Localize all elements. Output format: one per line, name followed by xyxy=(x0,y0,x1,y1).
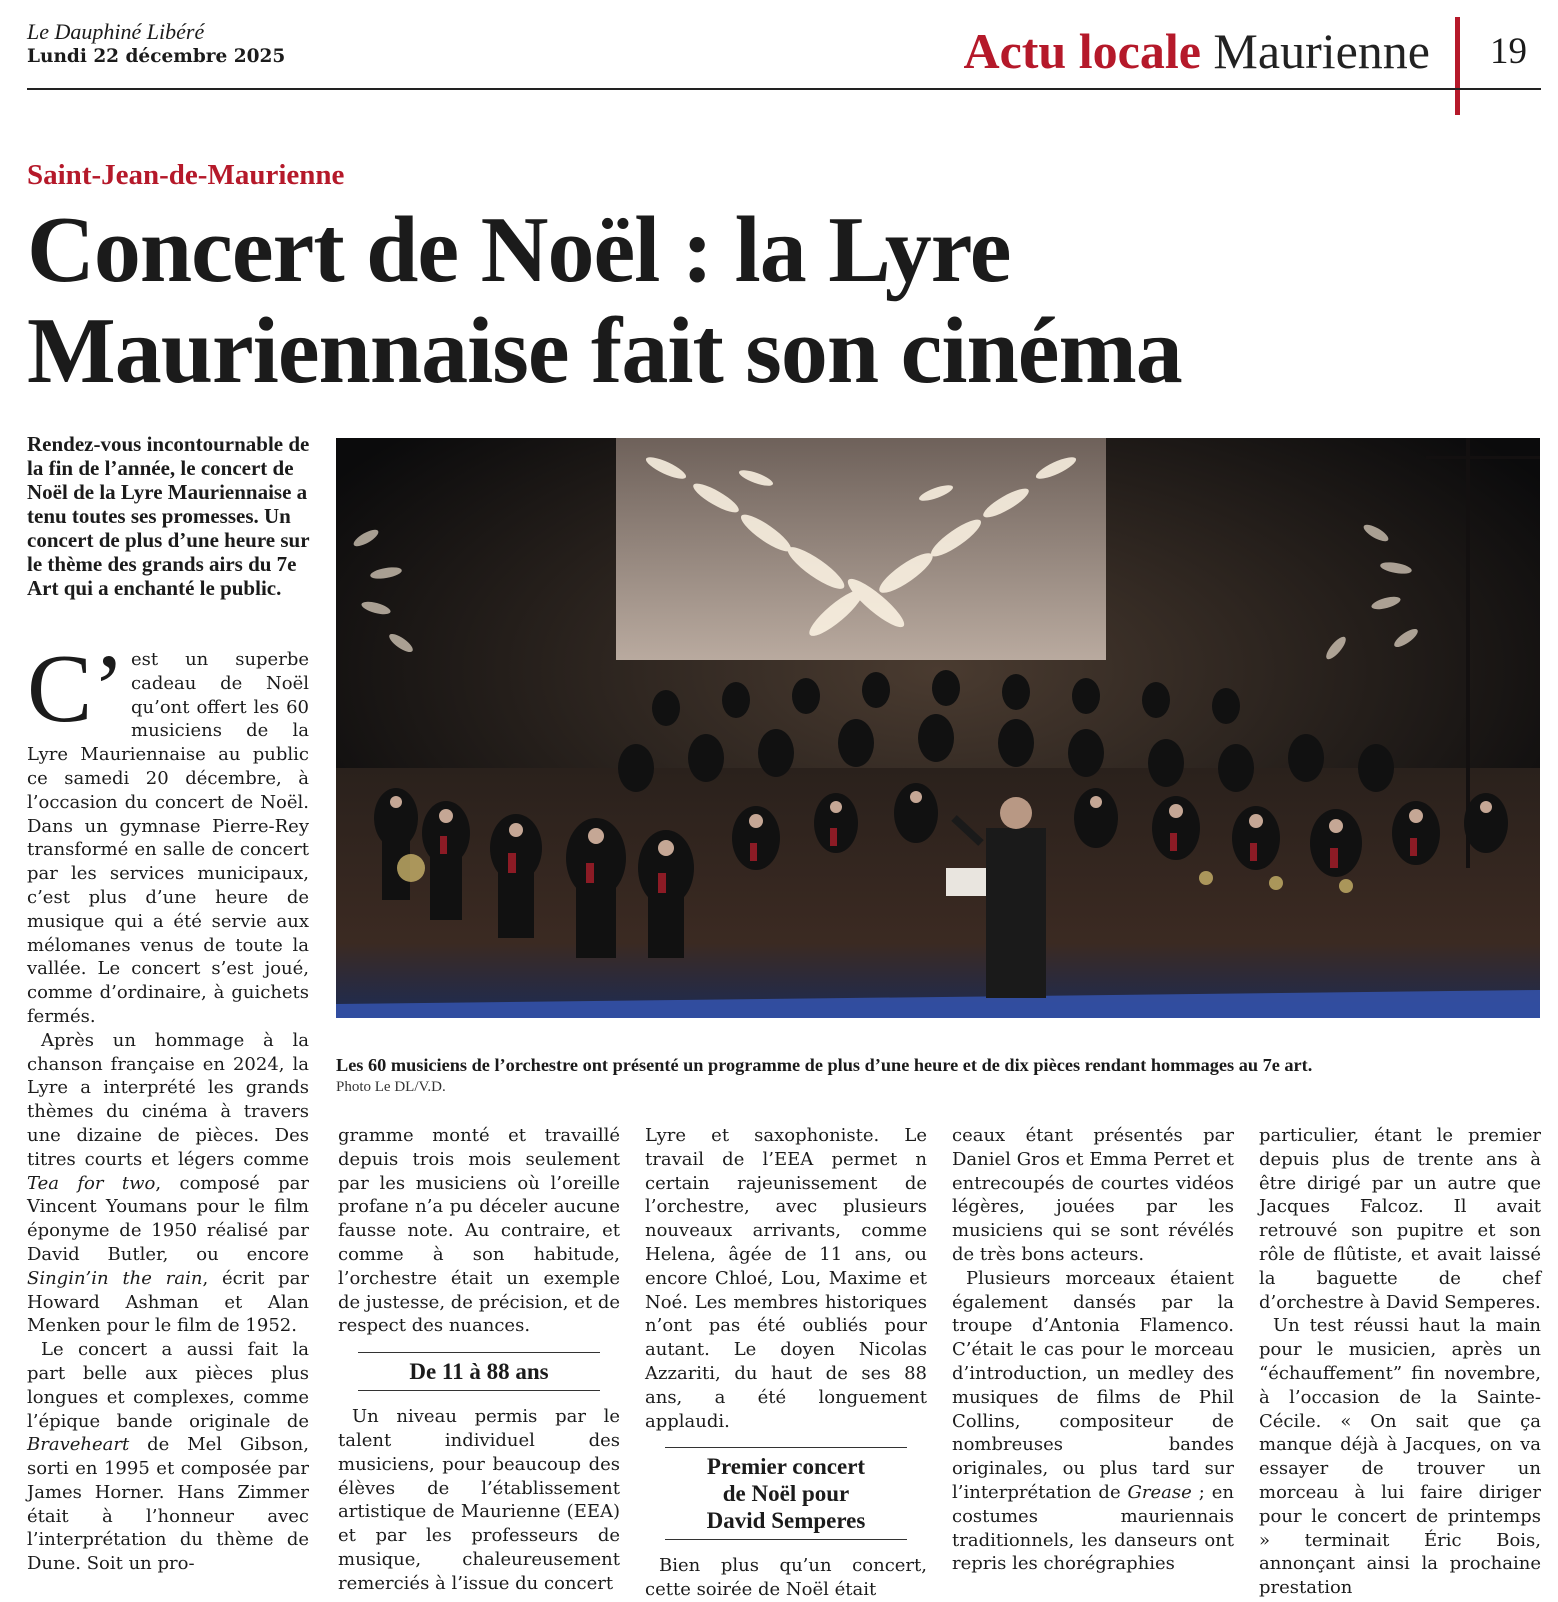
orchestra-photo xyxy=(336,438,1540,1018)
masthead-left xyxy=(27,19,285,69)
article-column-2 xyxy=(338,1124,620,1596)
article-kicker: Saint-Jean-de-Maurienne xyxy=(27,159,345,191)
orchestra-photo-illustration xyxy=(336,438,1540,1018)
subhead-line-1: Premier concert xyxy=(706,1454,866,1480)
body-paragraph-7: Bien plus qu’un concert, cette soirée de Noël était xyxy=(645,1555,927,1601)
film-title-braveheart: Braveheart xyxy=(27,1434,130,1456)
body-paragraph-4: gramme monté et travaillé depuis trois mois seulement par les musiciens où l’oreille profane n’a pu déceler aucune fausse note. Au contraire, et comme à son habitude, l’orchestre était un exemple de justesse, de précision, et de respect des nuances. xyxy=(338,1125,620,1337)
section-title xyxy=(640,20,1430,82)
article-headline xyxy=(27,200,1427,402)
headline-line-2: Mauriennaise fait son cinéma xyxy=(27,299,1182,403)
subhead-line-2: de Noël pour xyxy=(722,1481,850,1507)
issue-date: Lundi 22 décembre 2025 xyxy=(27,46,286,67)
body-text-9a: Plusieurs morceaux étaient également dansés par la troupe d’Antonia Flamenco. C’était le cas pour le morceau d’introduction, un medley des musiques de films de Phil Collins, compositeur de nombreuses bandes originales, ou plus tard sur l’interprétation de xyxy=(952,1267,1234,1503)
article-column-3 xyxy=(645,1124,927,1602)
paper-name: Le Dauphiné Libéré xyxy=(27,19,205,44)
film-title-grease: Grease xyxy=(1127,1481,1192,1503)
body-paragraph-6: Lyre et saxophoniste. Le travail de l’EEA permet n certain rajeunissement de l’orchestre, avec plusieurs nouveaux arrivants, comme Helena, âgée de 11 ans, ou encore Chloé, Lou, Maxime et Noé. Les membres historiques n’ont pas été oubliés pour autant. Le doyen Nicolas Azzariti, du haut de ses 88 ans, a été longuement applaudi. xyxy=(645,1125,927,1432)
body-text-2b: , composé par Vincent Youmans pour le film éponyme de 1950 réalisé par David Butler, ou encore xyxy=(27,1172,309,1265)
body-text-1: est un superbe cadeau de Noël qu’ont offert les 60 musiciens de la Lyre Mauriennaise au public ce samedi 20 décembre, à l’occasion du concert de Noël. Dans un gymnase Pierre-Rey transformé en salle de concert par les services municipaux, c’est plus d’une heure de musique qui a été servie aux mélomanes venus de toute la vallée. Le concert s’est joué, comme d’ordinaire, à guichets fermés. xyxy=(27,649,309,1027)
body-text-3b: de Mel Gibson, sorti en 1995 et composée par James Horner. Hans Zimmer était à l’honneur avec l’interprétation du thème de Dune. Soit un pro- xyxy=(27,1434,309,1575)
section-divider-bar xyxy=(1455,17,1460,115)
photo-credit: Photo Le DL/V.D. xyxy=(336,1079,446,1095)
body-paragraph-3 xyxy=(27,1338,309,1576)
film-title-singin: Singin’in the rain xyxy=(27,1267,203,1289)
article-lead: Rendez-vous incontournable de la fin de l’année, le concert de Noël de la Lyre Mauriennaise a tenu toutes ses promesses. Un concert de plus d’une heure sur le thème des grands airs du 7e Art qui a enchanté le public. xyxy=(27,432,310,600)
body-paragraph-5: Un niveau permis par le talent individuel des musiciens, pour beaucoup des élèves de l’établissement artistique de Maurienne (EEA) et par les professeurs de musique, chaleureusement remerciés à l’issue du concert xyxy=(338,1406,620,1594)
subhead-first-concert xyxy=(665,1447,907,1540)
article-column-1 xyxy=(27,635,309,1576)
subhead-line-3: David Semperes xyxy=(706,1508,866,1534)
body-paragraph-10: particulier, étant le premier depuis plus de trente ans à être dirigé par un autre que Jacques Falcoz. Il avait retrouvé son pupitre et son rôle de flûtiste, et avait laissé la baguette de chef d’orchestre à David Semperes. xyxy=(1259,1125,1541,1313)
section-main: Actu locale xyxy=(963,23,1201,79)
body-text-3a: Le concert a aussi fait la part belle aux pièces plus longues et complexes, comme l’épique bande originale de xyxy=(27,1339,309,1432)
photo-caption: Les 60 musiciens de l’orchestre ont présenté un programme de plus d’une heure et de dix pièces rendant hommages au 7e art. xyxy=(336,1055,1313,1075)
headline-line-1: Concert de Noël : la Lyre xyxy=(27,198,1011,302)
body-paragraph-11: Un test réussi haut la main pour le musicien, après un “échauffement” fin novembre, à l’occasion de la Sainte-Cécile. « On sait que ça manque déjà à Jacques, on va essayer de trouver un morceau à lui faire diriger pour le concert de printemps » terminait Éric Bois, annonçant ainsi la prochaine prestation xyxy=(1259,1315,1541,1599)
subhead-ages: De 11 à 88 ans xyxy=(358,1352,600,1391)
body-paragraph-9 xyxy=(952,1267,1234,1576)
header-rule xyxy=(27,88,1541,90)
body-text-2a: Après un hommage à la chanson française en 2024, la Lyre a interprété les grands thèmes du cinéma à travers une dizaine de pièces. Des titres courts et légers comme xyxy=(27,1029,309,1170)
body-paragraph-2 xyxy=(27,1029,309,1338)
section-location: Maurienne xyxy=(1213,23,1430,79)
drop-cap: C’ xyxy=(27,635,125,743)
article-column-5 xyxy=(1259,1124,1541,1600)
body-text-2c: , écrit par Howard Ashman et Alan Menken pour le film de 1952. xyxy=(27,1267,309,1337)
article-column-4 xyxy=(952,1124,1234,1576)
body-paragraph-8: ceaux étant présentés par Daniel Gros et Emma Perret et entrecoupés de courtes vidéos légères, jouées par les musiciens qui se sont révélés de très bons acteurs. xyxy=(952,1125,1234,1265)
film-title-tea-for-two: Tea for two xyxy=(27,1172,156,1194)
body-paragraph-1 xyxy=(27,635,309,1029)
body-text-9b: ; en costumes mauriennais traditionnels, les danseurs ont repris les chorégraphies xyxy=(952,1481,1234,1575)
page-number: 19 xyxy=(1490,31,1527,72)
